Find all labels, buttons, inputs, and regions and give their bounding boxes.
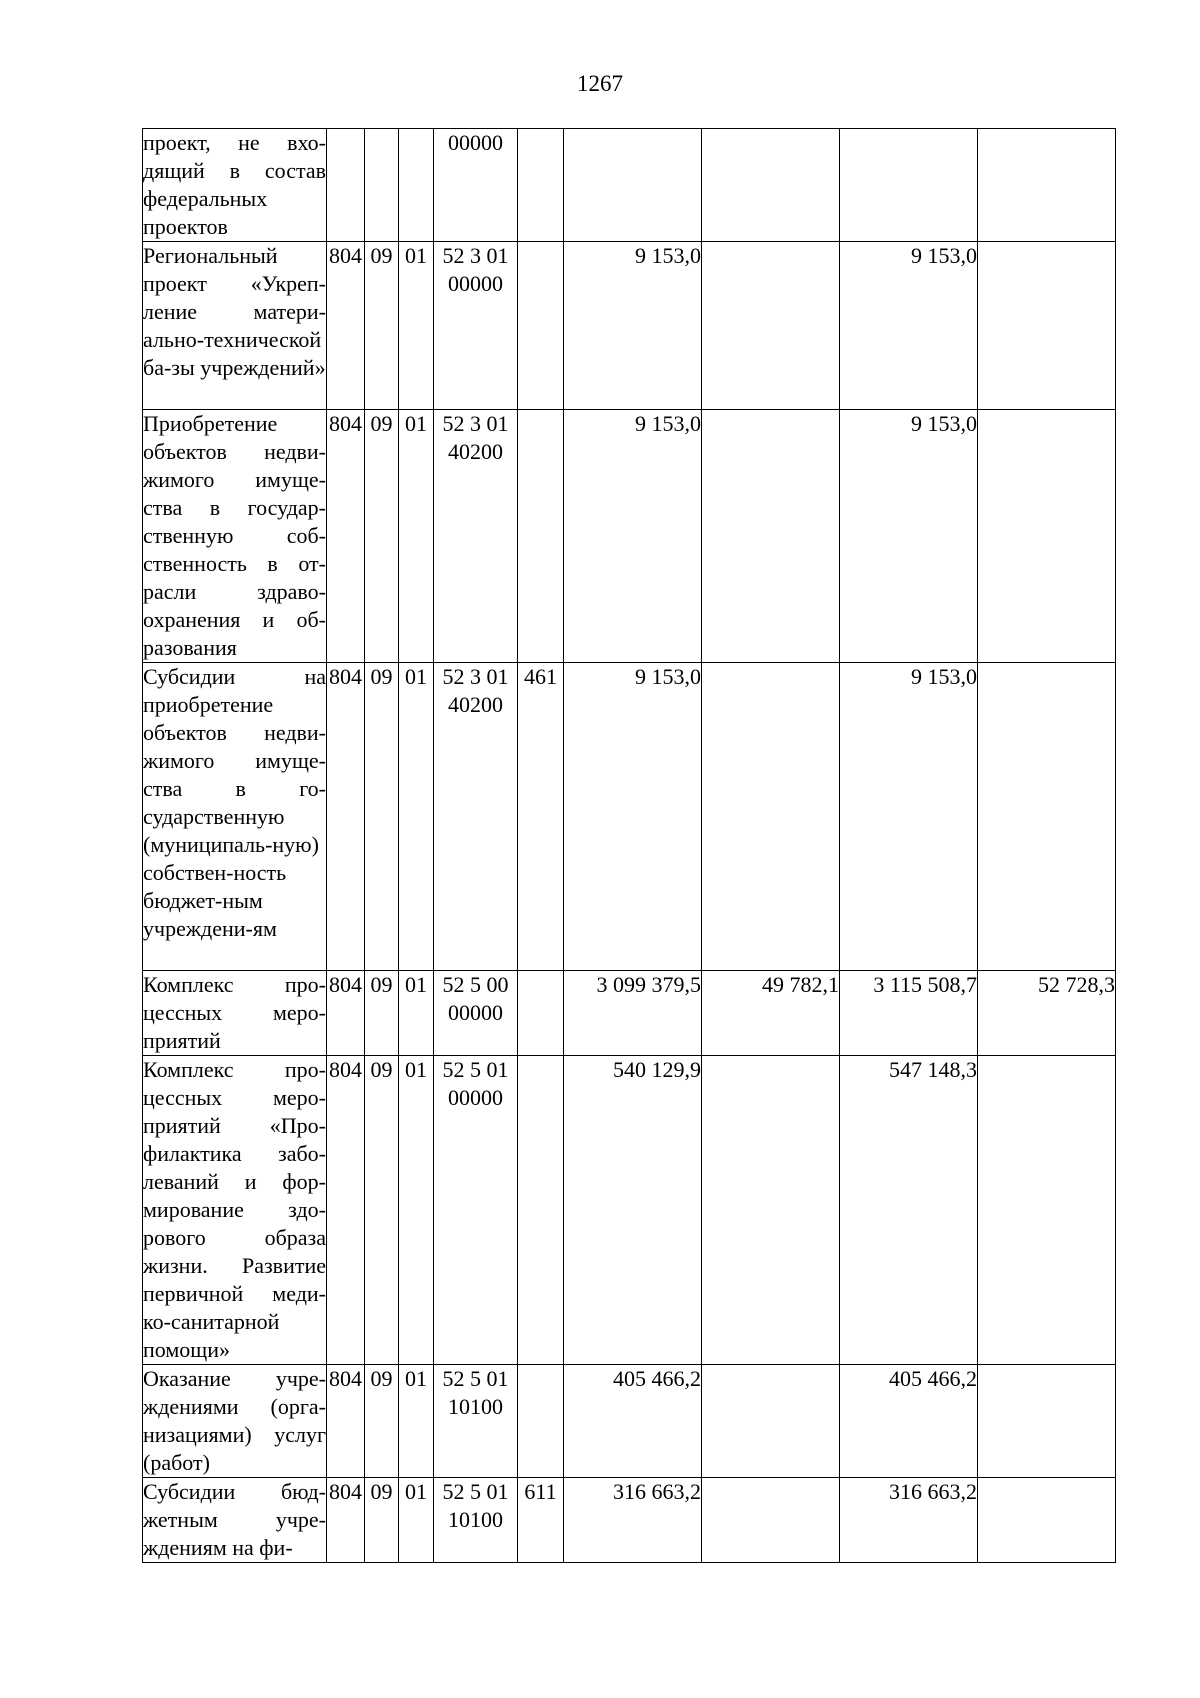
amount-4-cell [978,1365,1116,1478]
ministry-code-cell: 804 [327,1365,365,1478]
expense-type-cell [518,129,564,242]
target-article-line-1: 52 3 01 [442,411,509,436]
subsection-code-cell: 01 [399,1056,434,1365]
ministry-code-cell: 804 [327,663,365,971]
amount-4-cell: 52 728,3 [978,971,1116,1056]
amount-3-cell: 405 466,2 [840,1365,978,1478]
item-name-text: Региональный проект «Укреп-ление матери-ально-технической ба-зы учреждений» [143,243,326,380]
target-article-cell [434,242,518,410]
section-code-cell: 09 [365,1478,399,1563]
item-name-text: Субсидии на приобретение объектов недви-жимого имуще-ства в го-сударственную (муниципаль-ную) собствен-ность бюджет-ным учреждени-ям [143,664,326,941]
budget-table [142,128,1116,1563]
ministry-code-cell [327,129,365,242]
ministry-code-cell: 804 [327,1478,365,1563]
item-name-cell [143,410,327,663]
item-name-cell [143,1365,327,1478]
amount-1-cell: 9 153,0 [564,410,702,663]
ministry-code-cell: 804 [327,410,365,663]
amount-3-cell: 3 115 508,7 [840,971,978,1056]
amount-1-cell: 9 153,0 [564,242,702,410]
target-article-line-1: 52 5 01 [442,1057,509,1082]
item-name-text: Приобретение объектов недви-жимого имуще-ства в государ-ственную соб-ственность в от-расли здраво-охранения и об-разования [143,411,326,660]
table-row [143,242,1116,410]
amount-3-cell [840,129,978,242]
expense-type-cell [518,242,564,410]
amount-1-cell: 316 663,2 [564,1478,702,1563]
subsection-code-cell: 01 [399,242,434,410]
section-code-cell: 09 [365,410,399,663]
target-article-line-1: 52 5 01 [442,1479,509,1504]
expense-type-cell [518,410,564,663]
amount-2-cell [702,410,840,663]
amount-3-cell: 316 663,2 [840,1478,978,1563]
amount-3-cell: 547 148,3 [840,1056,978,1365]
target-article-cell [434,1056,518,1365]
target-article-line-2: 10100 [448,1507,503,1532]
item-name-text: Комплекс про-цессных меро-приятий [143,972,326,1053]
amount-1-cell: 540 129,9 [564,1056,702,1365]
section-code-cell: 09 [365,1365,399,1478]
target-article-line-2: 00000 [448,271,503,296]
target-article-line-1: 52 3 01 [442,243,509,268]
ministry-code-cell: 804 [327,242,365,410]
ministry-code-cell: 804 [327,1056,365,1365]
amount-1-cell: 405 466,2 [564,1365,702,1478]
expense-type-cell [518,1056,564,1365]
section-code-cell: 09 [365,1056,399,1365]
expense-type-cell [518,971,564,1056]
item-name-cell [143,971,327,1056]
item-name-text: проект, не вхо-дящий в состав федеральных проектов [143,130,326,239]
amount-3-cell: 9 153,0 [840,663,978,971]
item-name-cell [143,663,327,971]
amount-1-cell: 9 153,0 [564,663,702,971]
amount-2-cell [702,1056,840,1365]
amount-2-cell: 49 782,1 [702,971,840,1056]
target-article-cell [434,410,518,663]
page-number: 1267 [577,71,623,96]
table-row [143,1056,1116,1365]
target-article-line-1: 52 5 00 [442,972,509,997]
item-name-text: Субсидии бюд-жетным учре-ждениям на фи- [143,1479,326,1560]
item-name-cell [143,1056,327,1365]
subsection-code-cell: 01 [399,1365,434,1478]
target-article-line-1: 52 3 01 [442,664,509,689]
table-row [143,971,1116,1056]
target-article-line-2: 40200 [448,692,503,717]
amount-4-cell [978,1478,1116,1563]
amount-4-cell [978,242,1116,410]
target-article-line-1: 00000 [448,130,503,155]
amount-3-cell: 9 153,0 [840,410,978,663]
amount-1-cell: 3 099 379,5 [564,971,702,1056]
amount-2-cell [702,1478,840,1563]
section-code-cell: 09 [365,242,399,410]
table-row [143,129,1116,242]
amount-2-cell [702,242,840,410]
amount-4-cell [978,663,1116,971]
subsection-code-cell [399,129,434,242]
expense-type-cell: 461 [518,663,564,971]
item-name-text: Оказание учре-ждениями (орга-низациями) услуг (работ) [143,1366,326,1475]
amount-2-cell [702,663,840,971]
table-row [143,410,1116,663]
item-name-text: Комплекс про-цессных меро-приятий «Про-филактика забо-леваний и фор-мирование здо-рового образа жизни. Развитие первичной меди-ко-санитарной помощи» [143,1057,326,1362]
target-article-cell [434,1365,518,1478]
amount-2-cell [702,129,840,242]
ministry-code-cell: 804 [327,971,365,1056]
target-article-cell [434,1478,518,1563]
table-row [143,663,1116,971]
target-article-line-2: 00000 [448,1085,503,1110]
target-article-line-2: 00000 [448,1000,503,1025]
table-row [143,1478,1116,1563]
target-article-line-2: 10100 [448,1394,503,1419]
amount-4-cell [978,129,1116,242]
target-article-cell [434,971,518,1056]
section-code-cell: 09 [365,663,399,971]
amount-4-cell [978,410,1116,663]
amount-1-cell [564,129,702,242]
item-name-cell [143,242,327,410]
subsection-code-cell: 01 [399,410,434,663]
subsection-code-cell: 01 [399,971,434,1056]
subsection-code-cell: 01 [399,663,434,971]
target-article-line-1: 52 5 01 [442,1366,509,1391]
amount-4-cell [978,1056,1116,1365]
section-code-cell [365,129,399,242]
target-article-cell [434,129,518,242]
item-name-cell [143,129,327,242]
expense-type-cell: 611 [518,1478,564,1563]
amount-2-cell [702,1365,840,1478]
target-article-cell [434,663,518,971]
table-row [143,1365,1116,1478]
subsection-code-cell: 01 [399,1478,434,1563]
item-name-cell [143,1478,327,1563]
section-code-cell: 09 [365,971,399,1056]
target-article-line-2: 40200 [448,439,503,464]
expense-type-cell [518,1365,564,1478]
amount-3-cell: 9 153,0 [840,242,978,410]
